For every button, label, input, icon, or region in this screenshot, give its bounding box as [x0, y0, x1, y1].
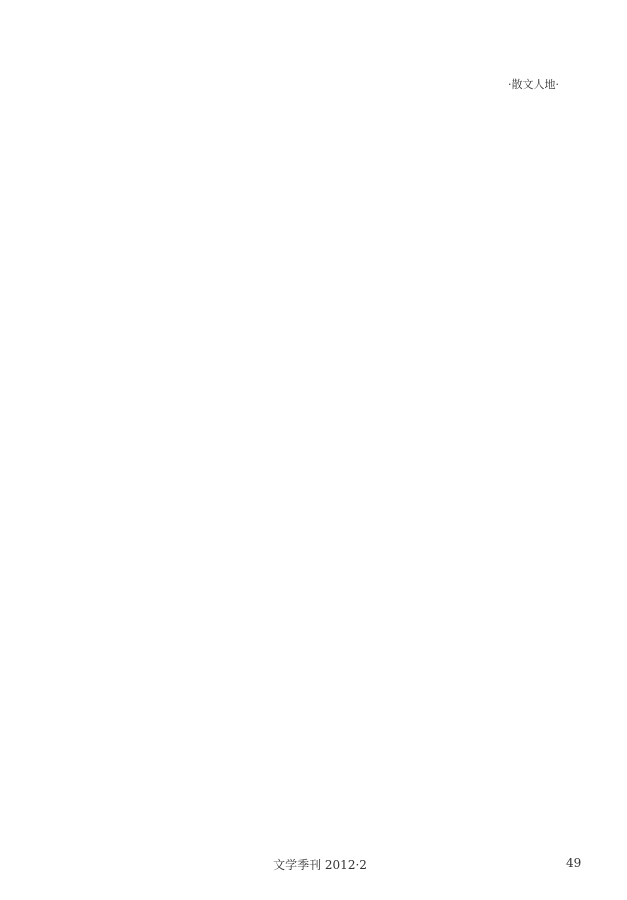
- left-column: [44, 98, 299, 840]
- journal-footer: 文学季刊 2012·2: [273, 858, 367, 872]
- column-mark: ·散文人地·: [508, 78, 559, 91]
- right-column: [334, 98, 589, 840]
- page-number: 49: [566, 856, 582, 870]
